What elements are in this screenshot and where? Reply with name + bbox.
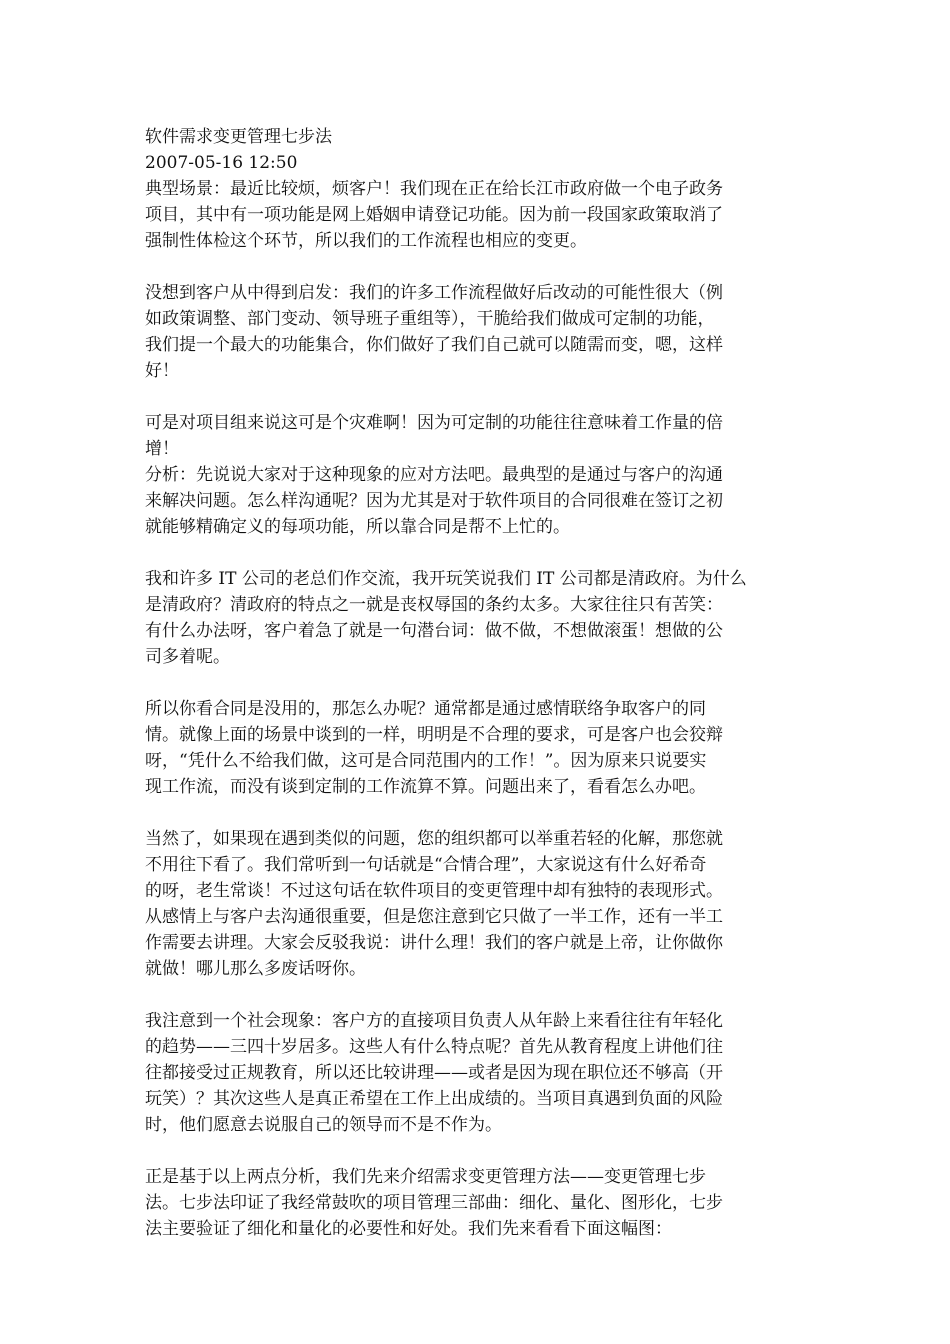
paragraph-spacer xyxy=(145,800,810,826)
paragraph-line: 从感情上与客户去沟通很重要，但是您注意到它只做了一半工作，还有一半工 xyxy=(145,907,723,927)
paragraph-line: 可是对项目组来说这可是个灾难啊！因为可定制的功能往往意味着工作量的倍 xyxy=(145,413,723,433)
paragraph-line: 现工作流，而没有谈到定制的工作流算不算。问题出来了，看看怎么办吧。 xyxy=(145,777,706,797)
paragraph-line: 呀，“凭什么不给我们做，这可是合同范围内的工作！”。因为原来只说要实 xyxy=(145,751,707,771)
paragraph xyxy=(145,1164,810,1242)
paragraph-line: 强制性体检这个环节，所以我们的工作流程也相应的变更。 xyxy=(145,231,587,251)
paragraph-spacer xyxy=(145,670,810,696)
paragraph-line: 情。就像上面的场景中谈到的一样，明明是不合理的要求，可是客户也会狡辩 xyxy=(145,725,723,745)
paragraph-line: 的趋势——三四十岁居多。这些人有什么特点呢？首先从教育程度上讲他们往 xyxy=(145,1037,723,1057)
paragraph xyxy=(145,410,810,540)
paragraph-spacer xyxy=(145,384,810,410)
paragraph-line: 我们提一个最大的功能集合，你们做好了我们自己就可以随需而变，嗯，这样 xyxy=(145,335,723,355)
paragraph-line: 往都接受过正规教育，所以还比较讲理——或者是因为现在职位还不够高（开 xyxy=(145,1063,723,1083)
paragraph-line: 当然了，如果现在遇到类似的问题，您的组织都可以举重若轻的化解，那您就 xyxy=(145,829,723,849)
paragraph-line: 是清政府？清政府的特点之一就是丧权辱国的条约太多。大家往往只有苦笑： xyxy=(145,595,723,615)
paragraph-line: 就能够精确定义的每项功能，所以靠合同是帮不上忙的。 xyxy=(145,517,570,537)
paragraph-line: 司多着呢。 xyxy=(145,647,230,667)
paragraph-spacer xyxy=(145,1138,810,1164)
paragraph-spacer xyxy=(145,540,810,566)
paragraph-line: 作需要去讲理。大家会反驳我说：讲什么理！我们的客户就是上帝，让你做你 xyxy=(145,933,723,953)
paragraph-line: 所以你看合同是没用的，那怎么办呢？通常都是通过感情联络争取客户的同 xyxy=(145,699,706,719)
paragraph-line: 来解决问题。怎么样沟通呢？因为尤其是对于软件项目的合同很难在签订之初 xyxy=(145,491,723,511)
document-title: 软件需求变更管理七步法 xyxy=(145,127,332,147)
document-datetime: 2007-05-16 12:50 xyxy=(145,153,298,173)
paragraph-line: 时，他们愿意去说服自己的领导而不是不作为。 xyxy=(145,1115,502,1135)
paragraph-line: 增！ xyxy=(145,439,179,459)
paragraph xyxy=(145,176,810,254)
paragraph xyxy=(145,566,810,670)
paragraph xyxy=(145,696,810,800)
paragraph-line: 我注意到一个社会现象：客户方的直接项目负责人从年龄上来看往往有年轻化 xyxy=(145,1011,723,1031)
paragraph-line: 正是基于以上两点分析，我们先来介绍需求变更管理方法——变更管理七步 xyxy=(145,1167,706,1187)
paragraph-line: 没想到客户从中得到启发：我们的许多工作流程做好后改动的可能性很大（例 xyxy=(145,283,723,303)
paragraph-line: 玩笑）？其次这些人是真正希望在工作上出成绩的。当项目真遇到负面的风险 xyxy=(145,1089,723,1109)
paragraph-line: 不用往下看了。我们常听到一句话就是“合情合理”，大家说这有什么好希奇 xyxy=(145,855,707,875)
paragraph-spacer xyxy=(145,254,810,280)
paragraph-line: 有什么办法呀，客户着急了就是一句潜台词：做不做，不想做滚蛋！想做的公 xyxy=(145,621,723,641)
paragraph-line: 分析：先说说大家对于这种现象的应对方法吧。最典型的是通过与客户的沟通 xyxy=(145,465,723,485)
paragraph-line: 法。七步法印证了我经常鼓吹的项目管理三部曲：细化、量化、图形化，七步 xyxy=(145,1193,723,1213)
paragraph xyxy=(145,1008,810,1138)
document-body xyxy=(145,176,810,1242)
paragraph xyxy=(145,826,810,982)
paragraph-line: 我和许多 IT 公司的老总们作交流，我开玩笑说我们 IT 公司都是清政府。为什么 xyxy=(145,569,747,589)
paragraph-spacer xyxy=(145,982,810,1008)
paragraph-line: 的呀，老生常谈！不过这句话在软件项目的变更管理中却有独特的表现形式。 xyxy=(145,881,723,901)
paragraph-line: 好！ xyxy=(145,361,179,381)
paragraph-line: 就做！哪儿那么多废话呀你。 xyxy=(145,959,366,979)
paragraph-line: 法主要验证了细化和量化的必要性和好处。我们先来看看下面这幅图： xyxy=(145,1219,672,1239)
paragraph-line: 项目，其中有一项功能是网上婚姻申请登记功能。因为前一段国家政策取消了 xyxy=(145,205,723,225)
document-page xyxy=(145,124,810,1242)
paragraph xyxy=(145,280,810,384)
paragraph-line: 典型场景：最近比较烦，烦客户！我们现在正在给长江市政府做一个电子政务 xyxy=(145,179,723,199)
paragraph-line: 如政策调整、部门变动、领导班子重组等），干脆给我们做成可定制的功能， xyxy=(145,309,715,329)
